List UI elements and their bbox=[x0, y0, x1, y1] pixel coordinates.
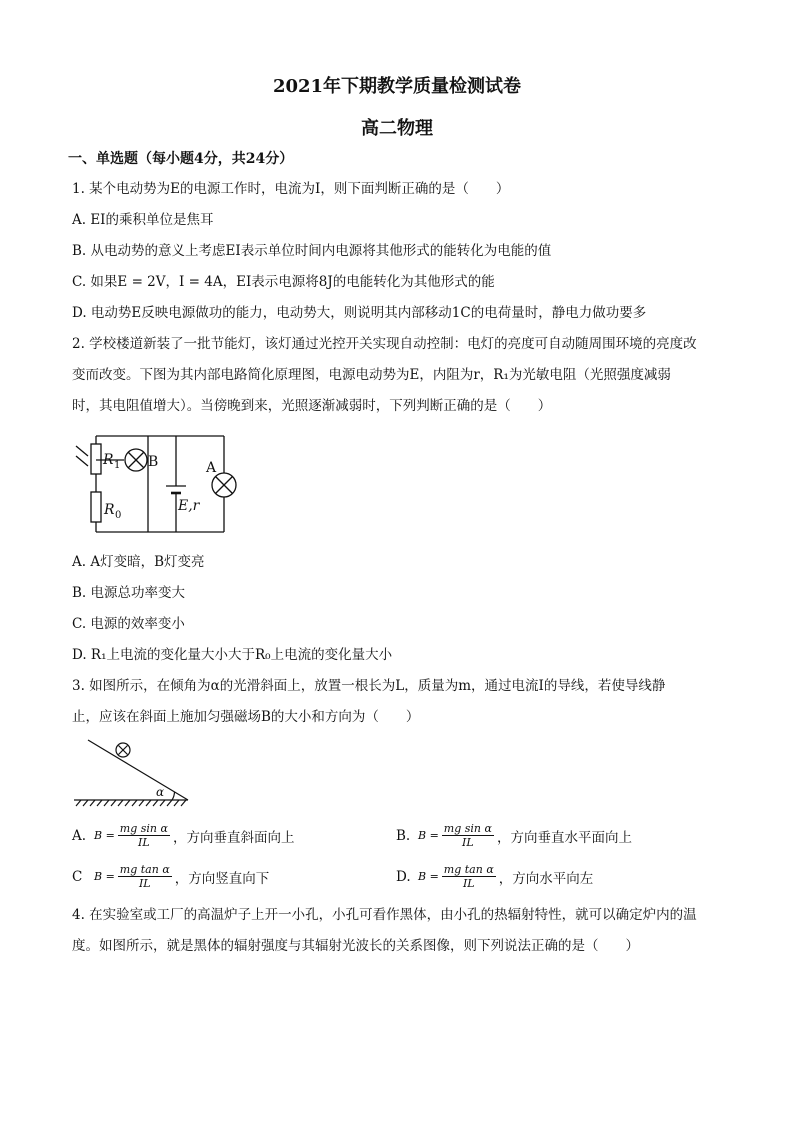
light-arrow-icon bbox=[76, 456, 88, 466]
light-arrow-icon bbox=[76, 446, 88, 456]
q3-incline-figure bbox=[72, 738, 194, 808]
q3-option-b bbox=[396, 822, 632, 849]
option-text: ，方向垂直斜面向上 bbox=[172, 829, 295, 846]
q3-option-a bbox=[72, 822, 294, 849]
exam-subject: 高二物理 bbox=[361, 118, 433, 139]
q1-option-b: B. 从电动势的意义上考虑EI表示单位时间内电源将其他形式的能转化为电能的值 bbox=[72, 243, 552, 259]
option-label: D. bbox=[396, 868, 411, 885]
q2-option-c: C. 电源的效率变小 bbox=[72, 616, 185, 632]
option-text: ，方向垂直水平面向上 bbox=[496, 829, 632, 846]
q1-option-c: C. 如果E = 2V，I = 4A，EI表示电源将8J的电能转化为其他形式的能 bbox=[72, 274, 495, 290]
lamp-a-label: A bbox=[206, 460, 217, 476]
formula-fraction: $\frac{\text{mg tan α}}{IL}$ bbox=[119, 863, 170, 890]
q1-stem: 1. 某个电动势为E的电源工作时，电流为I，则下面判断正确的是（ ） bbox=[72, 181, 510, 197]
q4-stem-line-2: 度。如图所示，就是黑体的辐射强度与其辐射光波长的关系图像，则下列说法正确的是（ ） bbox=[72, 938, 639, 954]
section-heading-single-choice: 一、单选题（每小题4分，共24分） bbox=[68, 151, 294, 167]
formula-lhs: B = bbox=[418, 829, 439, 842]
q3-stem-line-2: 止，应该在斜面上施加匀强磁场B的大小和方向为（ ） bbox=[72, 709, 420, 725]
lamp-b-label: B bbox=[148, 454, 159, 470]
incline-surface bbox=[88, 740, 188, 800]
q4-stem-line-1: 4. 在实验室或工厂的高温炉子上开一小孔，小孔可看作黑体，由小孔的热辐射特性，就可以确定炉内的温 bbox=[72, 907, 697, 923]
q1-option-a: A. EI的乘积单位是焦耳 bbox=[72, 212, 214, 228]
option-text: ，方向竖直向下 bbox=[174, 870, 270, 887]
q2-stem-line-3: 时，其电阻值增大）。当傍晚到来，光照逐渐减弱时，下列判断正确的是（ ） bbox=[72, 398, 552, 414]
q2-stem-line-2: 变而改变。下图为其内部电路简化原理图，电源电动势为E，内阻为r，R₁为光敏电阻（光照强度减弱 bbox=[72, 367, 671, 383]
r1-subscript: 1 bbox=[114, 460, 121, 471]
angle-arc bbox=[172, 792, 175, 800]
exam-title: 2021年下期教学质量检测试卷 bbox=[272, 76, 522, 97]
r1-resistor bbox=[91, 444, 101, 474]
q2-stem-line-1: 2. 学校楼道新装了一批节能灯，该灯通过光控开关实现自动控制：电灯的亮度可自动随周围环境的亮度改 bbox=[72, 336, 697, 352]
q3-stem-line-1: 3. 如图所示，在倾角为α的光滑斜面上，放置一根长为L，质量为m，通过电流I的导线，若使导线静 bbox=[72, 678, 666, 694]
formula-lhs: B = bbox=[418, 870, 439, 883]
r0-label: R bbox=[104, 502, 115, 518]
q2-option-d: D. R₁上电流的变化量大小大于R₀上电流的变化量大小 bbox=[72, 647, 393, 663]
q3-option-d bbox=[396, 863, 593, 890]
formula-lhs: B = bbox=[94, 829, 115, 842]
option-label: B. bbox=[396, 827, 411, 844]
formula-fraction: $\frac{\text{mg sin α}}{IL}$ bbox=[443, 822, 492, 849]
formula-lhs: B = bbox=[94, 870, 115, 883]
option-label: A. bbox=[72, 827, 87, 844]
r1-label: R bbox=[103, 452, 114, 468]
r0-subscript: 0 bbox=[115, 510, 122, 521]
q2-circuit-diagram bbox=[72, 430, 242, 538]
angle-label: α bbox=[156, 785, 165, 799]
formula-fraction: $\frac{\text{mg tan α}}{IL}$ bbox=[443, 863, 494, 890]
source-label: E,r bbox=[178, 498, 200, 514]
q2-option-b: B. 电源总功率变大 bbox=[72, 585, 186, 601]
q2-option-a: A. A灯变暗，B灯变亮 bbox=[72, 554, 205, 570]
option-label: C bbox=[72, 868, 83, 885]
formula-fraction: $\frac{\text{mg sin α}}{IL}$ bbox=[119, 822, 168, 849]
q3-option-c bbox=[72, 863, 269, 890]
ground-hatch bbox=[76, 800, 186, 806]
option-text: ，方向水平向左 bbox=[498, 870, 594, 887]
q1-option-d: D. 电动势E反映电源做功的能力，电动势大，则说明其内部移动1C的电荷量时，静电力做功要多 bbox=[72, 305, 647, 321]
r0-resistor bbox=[91, 492, 101, 522]
